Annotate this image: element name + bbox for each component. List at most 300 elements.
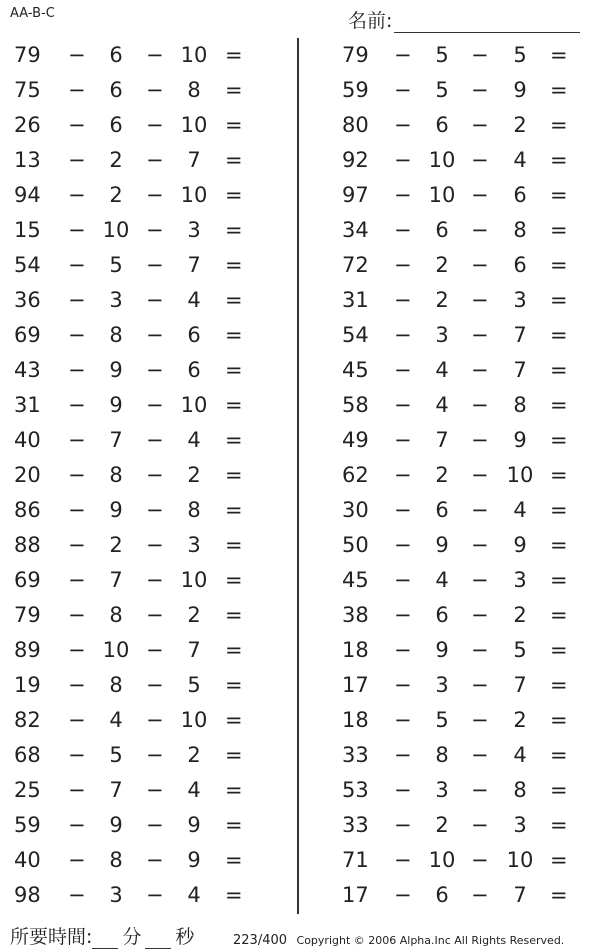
subtrahend-2: 4 (187, 778, 201, 802)
name-blank-line[interactable] (394, 10, 580, 33)
equals-sign: = (225, 603, 243, 627)
subtrahend-2: 9 (513, 533, 527, 557)
equals-sign: = (550, 78, 568, 102)
minus-sign: − (394, 883, 412, 907)
subtrahend-2: 9 (513, 78, 527, 102)
subtrahend-1: 5 (109, 253, 123, 277)
minus-sign: − (68, 253, 86, 277)
minuend: 33 (342, 813, 369, 837)
minus-sign: − (146, 323, 164, 347)
minuend: 54 (14, 253, 41, 277)
subtrahend-2: 10 (506, 463, 534, 487)
minus-sign: − (146, 603, 164, 627)
equals-sign: = (225, 743, 243, 767)
seconds-label: 秒 (175, 926, 195, 948)
equals-sign: = (550, 113, 568, 137)
minuend: 13 (14, 148, 41, 172)
subtrahend-1: 3 (109, 288, 123, 312)
subtrahend-1: 10 (102, 638, 130, 662)
equals-sign: = (550, 848, 568, 872)
minus-sign: − (146, 358, 164, 382)
subtrahend-1: 7 (435, 428, 449, 452)
minuend: 86 (14, 498, 41, 522)
subtrahend-1: 9 (109, 498, 123, 522)
minuend: 59 (342, 78, 369, 102)
minus-sign: − (394, 218, 412, 242)
subtrahend-1: 2 (109, 533, 123, 557)
subtrahend-2: 5 (513, 638, 527, 662)
equals-sign: = (550, 533, 568, 557)
minus-sign: − (471, 498, 489, 522)
minus-sign: − (146, 568, 164, 592)
subtrahend-1: 3 (435, 323, 449, 347)
minus-sign: − (146, 533, 164, 557)
subtrahend-2: 6 (187, 358, 201, 382)
minus-sign: − (471, 708, 489, 732)
minus-sign: − (146, 673, 164, 697)
minus-sign: − (394, 533, 412, 557)
minuend: 54 (342, 323, 369, 347)
subtrahend-2: 5 (513, 43, 527, 67)
subtrahend-2: 3 (187, 533, 201, 557)
subtrahend-1: 6 (435, 113, 449, 137)
minus-sign: − (394, 43, 412, 67)
equals-sign: = (225, 673, 243, 697)
minus-sign: − (68, 218, 86, 242)
equals-sign: = (550, 253, 568, 277)
minutes-label: 分 (122, 926, 142, 948)
equals-sign: = (225, 218, 243, 242)
time-label: 所要時間: (10, 926, 93, 948)
equals-sign: = (550, 778, 568, 802)
subtrahend-1: 2 (435, 813, 449, 837)
equals-sign: = (550, 498, 568, 522)
minuend: 15 (14, 218, 41, 242)
subtrahend-1: 5 (435, 708, 449, 732)
subtrahend-1: 6 (435, 498, 449, 522)
equals-sign: = (550, 358, 568, 382)
equals-sign: = (225, 638, 243, 662)
subtrahend-2: 10 (180, 568, 208, 592)
minuend: 20 (14, 463, 41, 487)
subtrahend-1: 6 (109, 43, 123, 67)
subtrahend-1: 3 (109, 883, 123, 907)
subtrahend-1: 4 (435, 358, 449, 382)
minuend: 43 (14, 358, 41, 382)
subtrahend-1: 2 (435, 253, 449, 277)
subtrahend-2: 3 (513, 813, 527, 837)
subtrahend-1: 5 (109, 743, 123, 767)
minus-sign: − (146, 813, 164, 837)
minus-sign: − (394, 113, 412, 137)
copyright-text: Copyright © 2006 Alpha.Inc All Rights Reserved. (296, 934, 565, 947)
minuend: 94 (14, 183, 41, 207)
subtrahend-1: 8 (109, 603, 123, 627)
minuend: 34 (342, 218, 369, 242)
minus-sign: − (394, 393, 412, 417)
minus-sign: − (394, 848, 412, 872)
minus-sign: − (146, 498, 164, 522)
minus-sign: − (471, 43, 489, 67)
minus-sign: − (68, 428, 86, 452)
minuend: 53 (342, 778, 369, 802)
subtrahend-2: 4 (187, 288, 201, 312)
minus-sign: − (68, 288, 86, 312)
minus-sign: − (146, 848, 164, 872)
minus-sign: − (68, 323, 86, 347)
minus-sign: − (146, 183, 164, 207)
subtrahend-1: 9 (435, 638, 449, 662)
minuend: 25 (14, 778, 41, 802)
subtrahend-1: 6 (435, 218, 449, 242)
subtrahend-2: 7 (187, 253, 201, 277)
minutes-blank[interactable] (92, 928, 118, 949)
equals-sign: = (225, 43, 243, 67)
equals-sign: = (225, 463, 243, 487)
minus-sign: − (68, 708, 86, 732)
subtrahend-2: 7 (513, 883, 527, 907)
minus-sign: − (146, 113, 164, 137)
equals-sign: = (225, 848, 243, 872)
subtrahend-1: 7 (109, 428, 123, 452)
minus-sign: − (471, 428, 489, 452)
subtrahend-1: 9 (435, 533, 449, 557)
minus-sign: − (146, 393, 164, 417)
equals-sign: = (550, 218, 568, 242)
minus-sign: − (471, 183, 489, 207)
subtrahend-2: 2 (513, 603, 527, 627)
equals-sign: = (550, 813, 568, 837)
minus-sign: − (146, 743, 164, 767)
minuend: 75 (14, 78, 41, 102)
minus-sign: − (471, 218, 489, 242)
minus-sign: − (471, 113, 489, 137)
minuend: 45 (342, 358, 369, 382)
minus-sign: − (394, 78, 412, 102)
equals-sign: = (550, 883, 568, 907)
subtrahend-2: 9 (187, 813, 201, 837)
subtrahend-2: 2 (187, 463, 201, 487)
minus-sign: − (394, 498, 412, 522)
subtrahend-1: 4 (435, 568, 449, 592)
minus-sign: − (68, 463, 86, 487)
subtrahend-2: 3 (187, 218, 201, 242)
subtrahend-1: 9 (109, 393, 123, 417)
minuend: 82 (14, 708, 41, 732)
subtrahend-2: 10 (180, 113, 208, 137)
equals-sign: = (225, 323, 243, 347)
subtrahend-1: 9 (109, 813, 123, 837)
subtrahend-2: 7 (187, 148, 201, 172)
equals-sign: = (550, 568, 568, 592)
minus-sign: − (471, 883, 489, 907)
minus-sign: − (471, 638, 489, 662)
minuend: 17 (342, 673, 369, 697)
subtrahend-1: 9 (109, 358, 123, 382)
subtrahend-2: 6 (187, 323, 201, 347)
minus-sign: − (68, 743, 86, 767)
footer-meta (233, 933, 564, 948)
minuend: 31 (14, 393, 41, 417)
minuend: 92 (342, 148, 369, 172)
equals-sign: = (225, 148, 243, 172)
subtrahend-1: 10 (102, 218, 130, 242)
minus-sign: − (471, 568, 489, 592)
minus-sign: − (394, 183, 412, 207)
subtrahend-1: 2 (109, 183, 123, 207)
subtrahend-1: 10 (428, 848, 456, 872)
minus-sign: − (394, 463, 412, 487)
equals-sign: = (225, 113, 243, 137)
minuend: 98 (14, 883, 41, 907)
subtrahend-1: 4 (109, 708, 123, 732)
minus-sign: − (394, 673, 412, 697)
subtrahend-2: 6 (513, 253, 527, 277)
page-number: 223/400 (233, 933, 288, 948)
subtrahend-2: 8 (513, 393, 527, 417)
subtrahend-1: 2 (435, 288, 449, 312)
minuend: 30 (342, 498, 369, 522)
equals-sign: = (225, 393, 243, 417)
equals-sign: = (225, 813, 243, 837)
minus-sign: − (68, 638, 86, 662)
minus-sign: − (394, 568, 412, 592)
minus-sign: − (146, 883, 164, 907)
minus-sign: − (394, 148, 412, 172)
equals-sign: = (550, 708, 568, 732)
minuend: 38 (342, 603, 369, 627)
name-field[interactable] (348, 6, 580, 33)
subtrahend-2: 3 (513, 568, 527, 592)
minuend: 45 (342, 568, 369, 592)
minuend: 50 (342, 533, 369, 557)
subtrahend-2: 2 (187, 603, 201, 627)
minus-sign: − (471, 358, 489, 382)
equals-sign: = (225, 498, 243, 522)
minuend: 80 (342, 113, 369, 137)
minus-sign: − (471, 148, 489, 172)
equals-sign: = (225, 533, 243, 557)
minuend: 69 (14, 568, 41, 592)
subtrahend-2: 10 (180, 183, 208, 207)
subtrahend-2: 2 (187, 743, 201, 767)
equals-sign: = (550, 183, 568, 207)
minus-sign: − (471, 393, 489, 417)
minuend: 26 (14, 113, 41, 137)
subtrahend-2: 9 (187, 848, 201, 872)
minus-sign: − (68, 603, 86, 627)
minuend: 18 (342, 708, 369, 732)
minus-sign: − (471, 743, 489, 767)
subtrahend-2: 6 (513, 183, 527, 207)
equals-sign: = (550, 603, 568, 627)
minus-sign: − (68, 183, 86, 207)
minus-sign: − (394, 253, 412, 277)
minus-sign: − (146, 43, 164, 67)
equals-sign: = (550, 43, 568, 67)
subtrahend-2: 8 (187, 78, 201, 102)
equals-sign: = (550, 393, 568, 417)
minus-sign: − (471, 533, 489, 557)
minuend: 33 (342, 743, 369, 767)
worksheet-code: AA-B-C (10, 6, 55, 21)
minus-sign: − (471, 813, 489, 837)
subtrahend-1: 3 (435, 778, 449, 802)
minus-sign: − (146, 778, 164, 802)
minuend: 88 (14, 533, 41, 557)
minus-sign: − (68, 78, 86, 102)
subtrahend-1: 10 (428, 183, 456, 207)
minus-sign: − (471, 463, 489, 487)
minus-sign: − (394, 428, 412, 452)
subtrahend-2: 2 (513, 113, 527, 137)
minuend: 89 (14, 638, 41, 662)
equals-sign: = (225, 778, 243, 802)
minus-sign: − (394, 603, 412, 627)
minus-sign: − (146, 463, 164, 487)
minus-sign: − (394, 743, 412, 767)
subtrahend-2: 4 (187, 883, 201, 907)
subtrahend-1: 5 (435, 43, 449, 67)
subtrahend-2: 10 (180, 393, 208, 417)
subtrahend-2: 2 (513, 708, 527, 732)
minus-sign: − (146, 708, 164, 732)
minus-sign: − (471, 288, 489, 312)
equals-sign: = (550, 638, 568, 662)
minus-sign: − (394, 288, 412, 312)
equals-sign: = (550, 743, 568, 767)
equals-sign: = (550, 428, 568, 452)
minus-sign: − (68, 813, 86, 837)
minus-sign: − (146, 78, 164, 102)
subtrahend-2: 8 (513, 778, 527, 802)
subtrahend-1: 7 (109, 778, 123, 802)
minuend: 58 (342, 393, 369, 417)
equals-sign: = (550, 323, 568, 347)
subtrahend-2: 4 (513, 498, 527, 522)
minus-sign: − (471, 253, 489, 277)
column-divider (297, 38, 299, 914)
subtrahend-1: 6 (109, 78, 123, 102)
seconds-blank[interactable] (145, 928, 171, 949)
minus-sign: − (471, 673, 489, 697)
minus-sign: − (394, 323, 412, 347)
minus-sign: − (68, 498, 86, 522)
minus-sign: − (394, 638, 412, 662)
name-label: 名前: (348, 10, 393, 32)
minuend: 62 (342, 463, 369, 487)
minus-sign: − (146, 148, 164, 172)
minus-sign: − (68, 533, 86, 557)
subtrahend-2: 10 (180, 43, 208, 67)
minuend: 31 (342, 288, 369, 312)
minus-sign: − (146, 638, 164, 662)
subtrahend-1: 3 (435, 673, 449, 697)
minus-sign: − (146, 218, 164, 242)
equals-sign: = (550, 463, 568, 487)
equals-sign: = (550, 148, 568, 172)
minus-sign: − (68, 568, 86, 592)
equals-sign: = (225, 183, 243, 207)
minuend: 40 (14, 428, 41, 452)
minuend: 79 (14, 43, 41, 67)
equals-sign: = (225, 288, 243, 312)
subtrahend-2: 8 (187, 498, 201, 522)
subtrahend-1: 10 (428, 148, 456, 172)
minuend: 79 (14, 603, 41, 627)
equals-sign: = (225, 78, 243, 102)
equals-sign: = (225, 568, 243, 592)
subtrahend-1: 6 (435, 603, 449, 627)
minus-sign: − (394, 813, 412, 837)
subtrahend-2: 7 (513, 673, 527, 697)
minus-sign: − (68, 778, 86, 802)
minus-sign: − (68, 883, 86, 907)
minus-sign: − (146, 288, 164, 312)
subtrahend-1: 8 (109, 848, 123, 872)
equals-sign: = (225, 428, 243, 452)
subtrahend-2: 5 (187, 673, 201, 697)
time-taken (10, 922, 198, 949)
subtrahend-2: 10 (180, 708, 208, 732)
minus-sign: − (471, 323, 489, 347)
subtrahend-1: 8 (435, 743, 449, 767)
minuend: 17 (342, 883, 369, 907)
minuend: 19 (14, 673, 41, 697)
subtrahend-2: 7 (187, 638, 201, 662)
subtrahend-1: 8 (109, 673, 123, 697)
minus-sign: − (471, 778, 489, 802)
minuend: 40 (14, 848, 41, 872)
minuend: 72 (342, 253, 369, 277)
equals-sign: = (225, 358, 243, 382)
subtrahend-1: 2 (435, 463, 449, 487)
minus-sign: − (68, 148, 86, 172)
equals-sign: = (550, 673, 568, 697)
equals-sign: = (225, 883, 243, 907)
minuend: 97 (342, 183, 369, 207)
subtrahend-1: 2 (109, 148, 123, 172)
minus-sign: − (68, 848, 86, 872)
subtrahend-1: 6 (109, 113, 123, 137)
equals-sign: = (225, 253, 243, 277)
subtrahend-1: 8 (109, 323, 123, 347)
subtrahend-2: 4 (187, 428, 201, 452)
minus-sign: − (471, 848, 489, 872)
minuend: 71 (342, 848, 369, 872)
minus-sign: − (394, 708, 412, 732)
minus-sign: − (146, 253, 164, 277)
minuend: 49 (342, 428, 369, 452)
subtrahend-1: 8 (109, 463, 123, 487)
minus-sign: − (68, 673, 86, 697)
minus-sign: − (394, 358, 412, 382)
minus-sign: − (394, 778, 412, 802)
minuend: 59 (14, 813, 41, 837)
subtrahend-2: 4 (513, 743, 527, 767)
minuend: 68 (14, 743, 41, 767)
minus-sign: − (68, 43, 86, 67)
minuend: 36 (14, 288, 41, 312)
subtrahend-1: 6 (435, 883, 449, 907)
equals-sign: = (550, 288, 568, 312)
subtrahend-2: 7 (513, 358, 527, 382)
minus-sign: − (68, 393, 86, 417)
minus-sign: − (471, 78, 489, 102)
minuend: 69 (14, 323, 41, 347)
minus-sign: − (68, 113, 86, 137)
subtrahend-2: 7 (513, 323, 527, 347)
